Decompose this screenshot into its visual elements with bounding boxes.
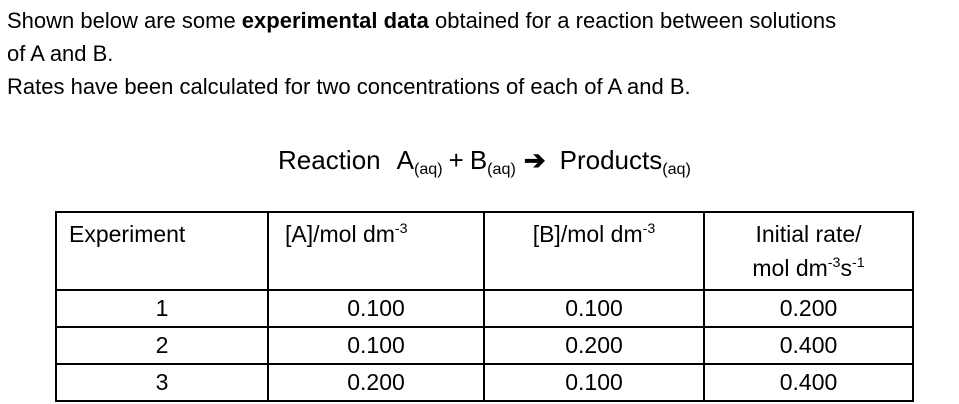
- products-state: (aq): [662, 160, 691, 178]
- cell-rate-3: 0.400: [704, 364, 913, 401]
- reactant-b-state: (aq): [487, 160, 516, 178]
- table-row: [56, 364, 913, 401]
- intro-block: [0, 0, 959, 103]
- table-row: [56, 290, 913, 327]
- conc-a-unit: [A]/mol dm: [285, 221, 395, 247]
- cell-experiment-3: 3: [56, 364, 268, 401]
- cell-conc-b-3: 0.100: [484, 364, 704, 401]
- right-arrow-icon: ➔: [523, 145, 546, 175]
- intro-text-line2: of A and B.: [7, 41, 114, 66]
- reaction-label: Reaction: [278, 145, 381, 175]
- column-header-experiment: Experiment: [56, 212, 268, 290]
- reactant-b: B: [469, 145, 488, 175]
- table-header-row: [56, 212, 913, 290]
- reactant-a: A: [396, 145, 414, 175]
- cell-experiment-1: 1: [56, 290, 268, 327]
- reactant-a-state: (aq): [413, 160, 443, 178]
- initial-rate-line1: Initial rate/: [755, 221, 862, 247]
- rate-unit-exp1: -3: [827, 255, 841, 271]
- column-header-conc-b: [484, 212, 704, 290]
- table-row: [56, 327, 913, 364]
- rate-unit-mid: s: [840, 255, 852, 281]
- intro-text-after-bold: obtained for a reaction between solutions: [428, 8, 837, 33]
- intro-text-before-bold: Shown below are some: [7, 8, 242, 33]
- cell-rate-1: 0.200: [704, 290, 913, 327]
- rate-unit-prefix: mol dm: [752, 255, 828, 281]
- cell-conc-a-1: 0.100: [268, 290, 484, 327]
- reaction-equation: [278, 141, 959, 183]
- intro-bold-text: experimental data: [241, 8, 429, 33]
- conc-b-exponent: -3: [642, 221, 656, 237]
- cell-conc-b-2: 0.200: [484, 327, 704, 364]
- cell-conc-b-1: 0.100: [484, 290, 704, 327]
- column-header-conc-a: [268, 212, 484, 290]
- experiment-data-table: [55, 211, 914, 402]
- rate-unit-exp2: -1: [851, 255, 865, 271]
- cell-conc-a-3: 0.200: [268, 364, 484, 401]
- cell-conc-a-2: 0.100: [268, 327, 484, 364]
- cell-experiment-2: 2: [56, 327, 268, 364]
- conc-b-unit: [B]/mol dm: [532, 221, 643, 247]
- conc-a-exponent: -3: [394, 221, 408, 237]
- products-label: Products: [559, 145, 663, 175]
- initial-rate-line2: [709, 251, 908, 289]
- cell-rate-2: 0.400: [704, 327, 913, 364]
- intro-paragraph-2: Rates have been calculated for two concentrations of each of A and B.: [7, 74, 691, 99]
- intro-paragraph-1: [7, 4, 955, 70]
- column-header-initial-rate: [704, 212, 913, 290]
- plus-sign: +: [448, 145, 464, 175]
